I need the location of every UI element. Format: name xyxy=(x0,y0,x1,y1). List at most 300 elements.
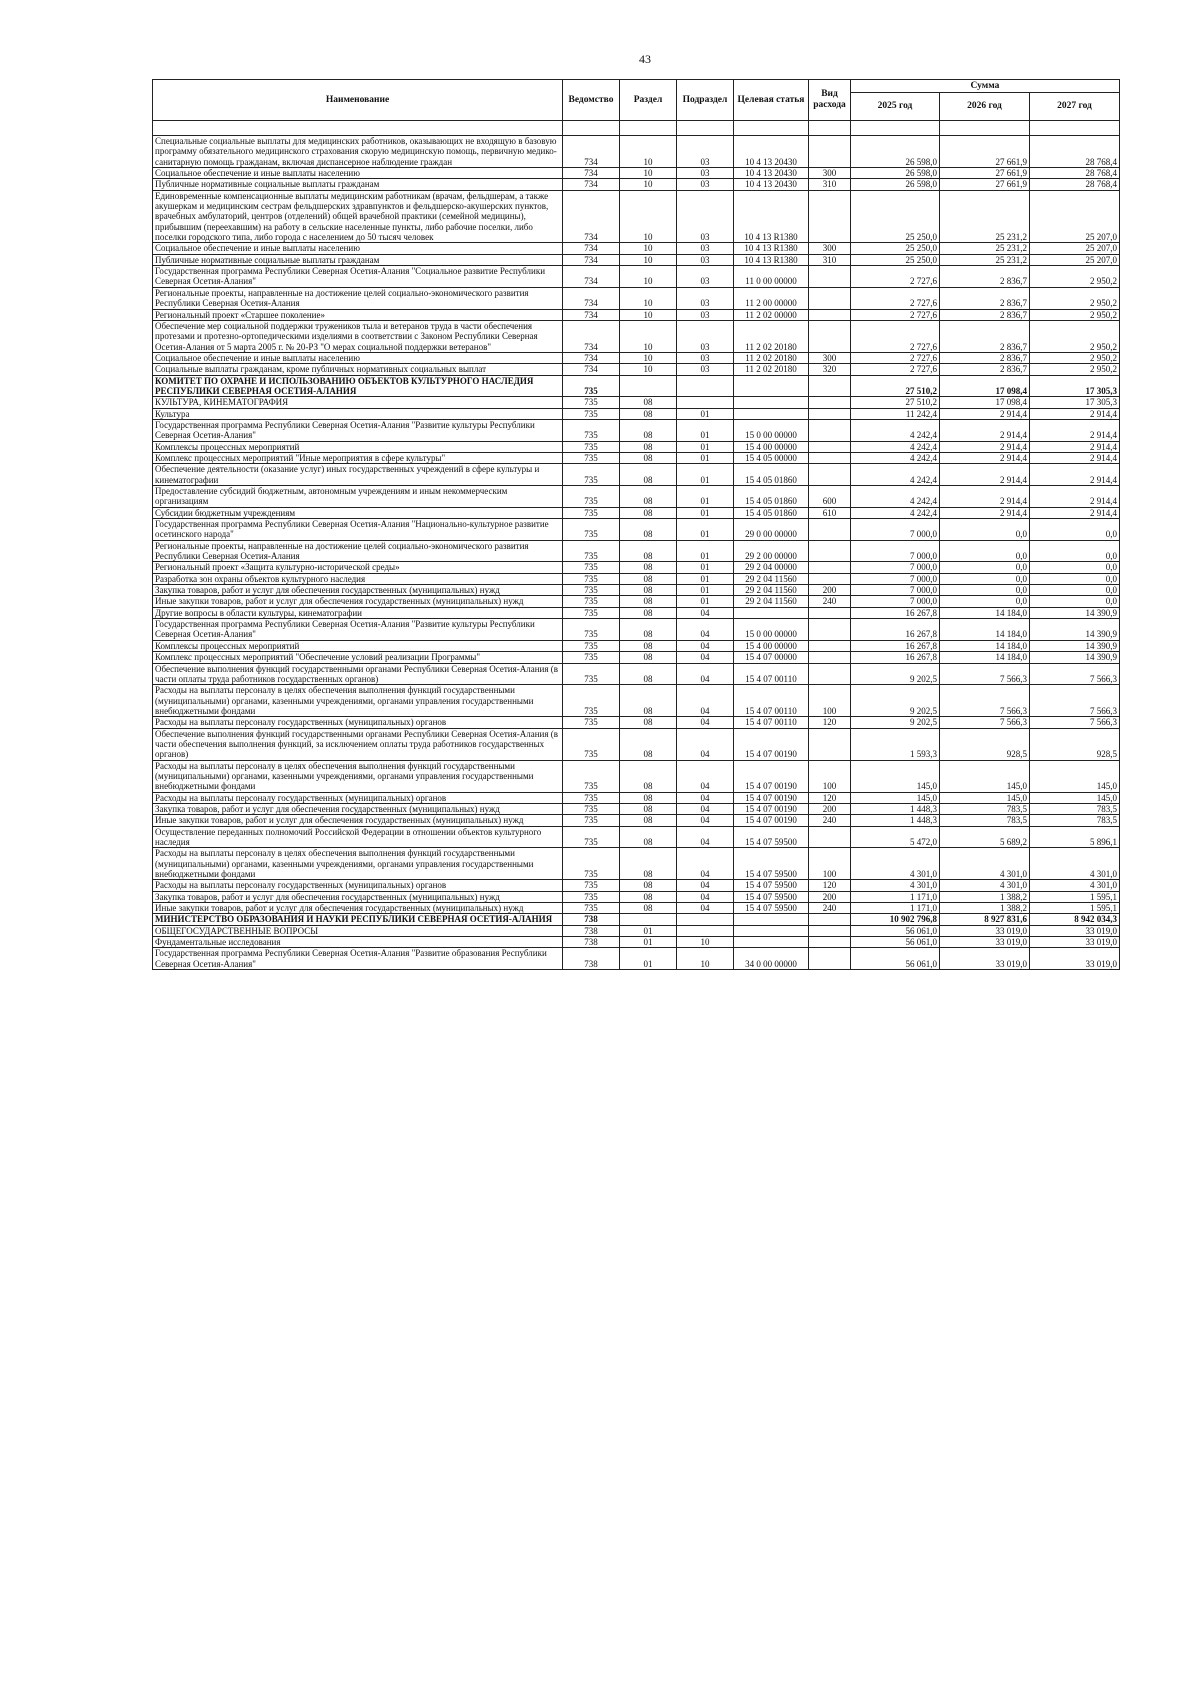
table-row xyxy=(153,179,1120,190)
row-2027-cell: 14 390,9 xyxy=(1030,640,1120,651)
row-type-cell xyxy=(809,540,851,562)
row-2026-cell: 4 301,0 xyxy=(940,880,1030,891)
row-name-cell: Закупка товаров, работ и услуг для обеспечения государственных (муниципальных) нужд xyxy=(153,803,563,814)
row-target-cell xyxy=(734,375,809,397)
row-2025-cell: 1 593,3 xyxy=(851,728,940,760)
row-subsection-cell: 01 xyxy=(677,452,734,463)
row-2025-cell: 1 448,3 xyxy=(851,803,940,814)
row-target-cell: 15 4 05 01860 xyxy=(734,507,809,518)
row-2027-cell: 0,0 xyxy=(1030,585,1120,596)
table-row xyxy=(153,352,1120,363)
row-2025-cell: 4 301,0 xyxy=(851,848,940,880)
row-target-cell: 15 0 00 00000 xyxy=(734,419,809,441)
row-section-cell: 08 xyxy=(620,792,677,803)
row-2026-cell: 2 836,7 xyxy=(940,287,1030,309)
row-type-cell xyxy=(809,937,851,948)
row-target-cell: 15 4 07 00000 xyxy=(734,652,809,663)
row-2026-cell: 8 927 831,6 xyxy=(940,914,1030,925)
row-type-cell xyxy=(809,663,851,685)
row-subsection-cell: 01 xyxy=(677,573,734,584)
row-2025-cell: 25 250,0 xyxy=(851,254,940,265)
row-target-cell xyxy=(734,408,809,419)
row-type-cell: 120 xyxy=(809,880,851,891)
row-2025-cell: 16 267,8 xyxy=(851,607,940,618)
row-section-cell: 08 xyxy=(620,619,677,641)
row-dept-cell: 735 xyxy=(563,663,620,685)
row-section-cell: 01 xyxy=(620,925,677,936)
row-2027-cell: 1 595,1 xyxy=(1030,891,1120,902)
row-2026-cell: 14 184,0 xyxy=(940,652,1030,663)
row-section-cell: 08 xyxy=(620,573,677,584)
table-row xyxy=(153,880,1120,891)
row-name-cell: Публичные нормативные социальные выплаты гражданам xyxy=(153,254,563,265)
row-target-cell: 15 4 07 59500 xyxy=(734,848,809,880)
row-subsection-cell: 04 xyxy=(677,803,734,814)
row-name-cell: Иные закупки товаров, работ и услуг для обеспечения государственных (муниципальных) нужд xyxy=(153,815,563,826)
row-2027-cell: 1 595,1 xyxy=(1030,903,1120,914)
row-type-cell xyxy=(809,607,851,618)
row-section-cell: 08 xyxy=(620,717,677,728)
row-2026-cell: 0,0 xyxy=(940,585,1030,596)
table-row xyxy=(153,607,1120,618)
row-2025-cell: 2 727,6 xyxy=(851,364,940,375)
row-dept-cell: 735 xyxy=(563,792,620,803)
row-2025-cell: 27 510,2 xyxy=(851,375,940,397)
row-target-cell xyxy=(734,925,809,936)
row-type-cell xyxy=(809,452,851,463)
row-2025-cell: 7 000,0 xyxy=(851,573,940,584)
row-section-cell: 08 xyxy=(620,640,677,651)
row-2027-cell: 0,0 xyxy=(1030,562,1120,573)
row-2025-cell: 145,0 xyxy=(851,760,940,792)
row-subsection-cell: 03 xyxy=(677,266,734,288)
row-type-cell: 610 xyxy=(809,507,851,518)
row-name-cell: Обеспечение мер социальной поддержки тружеников тыла и ветеранов труда в части обеспечения протезами и протезно-ортопедическими изделиями в соответствии с Законом Республики Северная Осетия-Алания от 5 марта 2005 г. № 20-РЗ "О мерах социальной поддержки ветеранов" xyxy=(153,320,563,352)
header-sum: Сумма xyxy=(851,80,1120,93)
row-2027-cell: 28 768,4 xyxy=(1030,136,1120,168)
table-row xyxy=(153,948,1120,970)
row-dept-cell: 738 xyxy=(563,925,620,936)
row-target-cell: 29 2 04 00000 xyxy=(734,562,809,573)
row-target-cell: 15 4 07 59500 xyxy=(734,891,809,902)
row-subsection-cell: 01 xyxy=(677,540,734,562)
row-section-cell: 08 xyxy=(620,540,677,562)
row-target-cell: 15 4 07 59500 xyxy=(734,880,809,891)
table-body xyxy=(153,121,1120,970)
row-section-cell: 08 xyxy=(620,685,677,717)
header-subsection: Подраздел xyxy=(677,80,734,121)
row-name-cell: Другие вопросы в области культуры, кинематографии xyxy=(153,607,563,618)
row-type-cell xyxy=(809,136,851,168)
row-type-cell xyxy=(809,519,851,541)
row-2025-cell: 9 202,5 xyxy=(851,717,940,728)
row-target-cell: 10 4 13 20430 xyxy=(734,136,809,168)
table-row xyxy=(153,452,1120,463)
row-2025-cell: 4 242,4 xyxy=(851,486,940,508)
row-section-cell: 10 xyxy=(620,266,677,288)
row-2026-cell: 2 914,4 xyxy=(940,452,1030,463)
table-row xyxy=(153,891,1120,902)
row-target-cell: 15 4 07 00190 xyxy=(734,803,809,814)
row-2025-cell: 4 242,4 xyxy=(851,441,940,452)
row-subsection-cell xyxy=(677,397,734,408)
row-type-cell xyxy=(809,562,851,573)
table-row xyxy=(153,792,1120,803)
row-name-cell: Фундаментальные исследования xyxy=(153,937,563,948)
row-name-cell: Расходы на выплаты персоналу государственных (муниципальных) органов xyxy=(153,880,563,891)
row-type-cell xyxy=(809,914,851,925)
table-row xyxy=(153,663,1120,685)
row-target-cell: 11 0 00 00000 xyxy=(734,266,809,288)
row-type-cell: 200 xyxy=(809,891,851,902)
row-type-cell: 240 xyxy=(809,903,851,914)
row-2026-cell: 2 914,4 xyxy=(940,507,1030,518)
row-subsection-cell: 01 xyxy=(677,507,734,518)
row-dept-cell: 735 xyxy=(563,408,620,419)
table-row xyxy=(153,573,1120,584)
row-subsection-cell: 01 xyxy=(677,464,734,486)
row-name-cell: Иные закупки товаров, работ и услуг для обеспечения государственных (муниципальных) нужд xyxy=(153,903,563,914)
row-dept-cell: 735 xyxy=(563,640,620,651)
row-2026-cell: 2 914,4 xyxy=(940,441,1030,452)
row-name-cell: Региональные проекты, направленные на достижение целей социально-экономического развития Республики Северная Осетия-Алания xyxy=(153,287,563,309)
table-row xyxy=(153,243,1120,254)
row-2027-cell: 2 950,2 xyxy=(1030,320,1120,352)
row-subsection-cell: 04 xyxy=(677,815,734,826)
row-2025-cell: 25 250,0 xyxy=(851,243,940,254)
table-row xyxy=(153,136,1120,168)
row-subsection-cell: 04 xyxy=(677,640,734,651)
row-section-cell: 08 xyxy=(620,815,677,826)
row-subsection-cell: 01 xyxy=(677,408,734,419)
header-target: Целевая статья xyxy=(734,80,809,121)
row-subsection-cell: 04 xyxy=(677,717,734,728)
row-dept-cell: 735 xyxy=(563,375,620,397)
row-name-cell: Социальное обеспечение и иные выплаты населению xyxy=(153,168,563,179)
row-dept-cell: 734 xyxy=(563,364,620,375)
table-row xyxy=(153,925,1120,936)
row-target-cell xyxy=(734,397,809,408)
row-name-cell: Закупка товаров, работ и услуг для обеспечения государственных (муниципальных) нужд xyxy=(153,585,563,596)
table-row xyxy=(153,848,1120,880)
row-target-cell: 15 4 07 00110 xyxy=(734,717,809,728)
row-2027-cell: 2 950,2 xyxy=(1030,287,1120,309)
table-row xyxy=(153,562,1120,573)
row-subsection-cell: 04 xyxy=(677,792,734,803)
row-section-cell: 10 xyxy=(620,243,677,254)
row-subsection-cell: 04 xyxy=(677,685,734,717)
row-subsection-cell: 03 xyxy=(677,190,734,243)
row-2027-cell: 33 019,0 xyxy=(1030,948,1120,970)
row-2026-cell: 928,5 xyxy=(940,728,1030,760)
row-dept-cell: 735 xyxy=(563,891,620,902)
row-2025-cell: 9 202,5 xyxy=(851,685,940,717)
row-name-cell: Расходы на выплаты персоналу государственных (муниципальных) органов xyxy=(153,792,563,803)
row-dept-cell: 735 xyxy=(563,540,620,562)
row-target-cell: 11 2 02 20180 xyxy=(734,352,809,363)
row-2025-cell: 1 171,0 xyxy=(851,891,940,902)
row-target-cell: 29 2 04 11560 xyxy=(734,596,809,607)
table-row xyxy=(153,815,1120,826)
row-type-cell xyxy=(809,266,851,288)
row-section-cell: 08 xyxy=(620,507,677,518)
row-2025-cell: 5 472,0 xyxy=(851,826,940,848)
row-subsection-cell: 04 xyxy=(677,848,734,880)
row-2027-cell: 2 914,4 xyxy=(1030,452,1120,463)
row-section-cell: 08 xyxy=(620,562,677,573)
row-name-cell: Субсидии бюджетным учреждениям xyxy=(153,507,563,518)
row-target-cell: 15 4 07 00190 xyxy=(734,728,809,760)
row-subsection-cell: 04 xyxy=(677,903,734,914)
row-2026-cell: 2 914,4 xyxy=(940,486,1030,508)
row-target-cell: 29 2 00 00000 xyxy=(734,540,809,562)
row-subsection-cell: 04 xyxy=(677,663,734,685)
row-section-cell: 08 xyxy=(620,441,677,452)
row-subsection-cell: 04 xyxy=(677,880,734,891)
row-type-cell: 100 xyxy=(809,848,851,880)
row-section-cell: 08 xyxy=(620,803,677,814)
row-2025-cell: 27 510,2 xyxy=(851,397,940,408)
row-type-cell: 320 xyxy=(809,364,851,375)
row-type-cell: 300 xyxy=(809,352,851,363)
row-type-cell xyxy=(809,375,851,397)
row-name-cell: Иные закупки товаров, работ и услуг для обеспечения государственных (муниципальных) нужд xyxy=(153,596,563,607)
row-type-cell xyxy=(809,573,851,584)
row-2027-cell: 2 914,4 xyxy=(1030,486,1120,508)
row-dept-cell: 735 xyxy=(563,519,620,541)
row-2025-cell: 56 061,0 xyxy=(851,948,940,970)
row-2026-cell: 0,0 xyxy=(940,562,1030,573)
row-target-cell: 10 4 13 20430 xyxy=(734,168,809,179)
row-section-cell: 08 xyxy=(620,408,677,419)
row-2027-cell: 2 950,2 xyxy=(1030,309,1120,320)
row-2026-cell: 783,5 xyxy=(940,815,1030,826)
row-target-cell xyxy=(734,937,809,948)
table-row xyxy=(153,717,1120,728)
row-dept-cell: 738 xyxy=(563,948,620,970)
row-target-cell: 15 4 07 00110 xyxy=(734,663,809,685)
row-subsection-cell: 04 xyxy=(677,826,734,848)
row-type-cell xyxy=(809,320,851,352)
row-2027-cell: 2 914,4 xyxy=(1030,441,1120,452)
row-target-cell: 15 4 05 01860 xyxy=(734,464,809,486)
row-2026-cell: 7 566,3 xyxy=(940,685,1030,717)
row-2026-cell: 2 836,7 xyxy=(940,364,1030,375)
row-2026-cell: 145,0 xyxy=(940,760,1030,792)
row-name-cell: Единовременные компенсационные выплаты медицинским работникам (врачам, фельдшерам, а также акушеркам и медицинским сестрам фельдшерских здравпунктов и фельдшерско-акушерских пунктов, врачебных амбулаторий, центров (отделений) общей врачебной практики (семейной медицины), прибывшим (переехавшим) на работу в сельские населенные пункты, либо рабочие поселки, либо поселки городского типа, либо города с населением до 50 тысяч человек xyxy=(153,190,563,243)
row-type-cell xyxy=(809,287,851,309)
row-dept-cell: 735 xyxy=(563,573,620,584)
row-2027-cell: 2 914,4 xyxy=(1030,464,1120,486)
row-section-cell: 08 xyxy=(620,585,677,596)
table-row xyxy=(153,486,1120,508)
row-section-cell: 08 xyxy=(620,760,677,792)
row-type-cell: 300 xyxy=(809,243,851,254)
row-dept-cell: 735 xyxy=(563,826,620,848)
row-type-cell xyxy=(809,728,851,760)
row-section-cell: 08 xyxy=(620,419,677,441)
row-subsection-cell: 04 xyxy=(677,607,734,618)
row-name-cell: Региональные проекты, направленные на достижение целей социально-экономического развития Республики Северная Осетия-Алания xyxy=(153,540,563,562)
row-dept-cell: 735 xyxy=(563,815,620,826)
table-row xyxy=(153,685,1120,717)
header-section: Раздел xyxy=(620,80,677,121)
row-dept-cell: 735 xyxy=(563,452,620,463)
row-2027-cell: 17 305,3 xyxy=(1030,375,1120,397)
row-2027-cell: 14 390,9 xyxy=(1030,607,1120,618)
row-subsection-cell xyxy=(677,375,734,397)
row-type-cell: 120 xyxy=(809,717,851,728)
row-section-cell: 08 xyxy=(620,607,677,618)
row-subsection-cell: 03 xyxy=(677,309,734,320)
row-2027-cell: 25 207,0 xyxy=(1030,243,1120,254)
row-dept-cell: 734 xyxy=(563,168,620,179)
row-section-cell: 08 xyxy=(620,663,677,685)
row-section-cell: 08 xyxy=(620,652,677,663)
row-section-cell: 10 xyxy=(620,309,677,320)
row-name-cell: Расходы на выплаты персоналу в целях обеспечения выполнения функций государственными (муниципальными) органами, казенными учреждениями, органами управления государственными внебюджетными фондами xyxy=(153,848,563,880)
row-target-cell: 15 4 05 00000 xyxy=(734,452,809,463)
row-2027-cell: 25 207,0 xyxy=(1030,190,1120,243)
table-header xyxy=(153,80,1120,121)
row-target-cell: 15 4 07 00110 xyxy=(734,685,809,717)
row-2026-cell: 4 301,0 xyxy=(940,848,1030,880)
row-name-cell: Обеспечение выполнения функций государственными органами Республики Северная Осетия-Алания (в части оплаты труда работников государственных органов) xyxy=(153,663,563,685)
row-type-cell: 120 xyxy=(809,792,851,803)
row-type-cell: 200 xyxy=(809,585,851,596)
row-name-cell: Государственная программа Республики Северная Осетия-Алания "Социальное развитие Республики Северная Осетия-Алания" xyxy=(153,266,563,288)
row-2025-cell: 2 727,6 xyxy=(851,320,940,352)
row-type-cell: 240 xyxy=(809,815,851,826)
row-2025-cell: 11 242,4 xyxy=(851,408,940,419)
row-2027-cell: 28 768,4 xyxy=(1030,168,1120,179)
row-2026-cell: 14 184,0 xyxy=(940,619,1030,641)
row-dept-cell: 735 xyxy=(563,717,620,728)
row-type-cell xyxy=(809,408,851,419)
row-2027-cell: 145,0 xyxy=(1030,760,1120,792)
row-2026-cell: 33 019,0 xyxy=(940,925,1030,936)
row-section-cell: 10 xyxy=(620,179,677,190)
row-section-cell: 10 xyxy=(620,168,677,179)
row-dept-cell: 735 xyxy=(563,880,620,891)
row-2025-cell: 7 000,0 xyxy=(851,585,940,596)
row-subsection-cell: 03 xyxy=(677,136,734,168)
header-2026: 2026 год xyxy=(940,93,1030,121)
table-row xyxy=(153,903,1120,914)
row-target-cell xyxy=(734,914,809,925)
row-2025-cell: 145,0 xyxy=(851,792,940,803)
row-2025-cell: 26 598,0 xyxy=(851,136,940,168)
row-2026-cell: 17 098,4 xyxy=(940,397,1030,408)
row-dept-cell: 734 xyxy=(563,309,620,320)
row-2027-cell: 8 942 034,3 xyxy=(1030,914,1120,925)
row-dept-cell: 735 xyxy=(563,903,620,914)
row-type-cell xyxy=(809,652,851,663)
row-type-cell xyxy=(809,190,851,243)
row-2027-cell: 7 566,3 xyxy=(1030,663,1120,685)
row-2027-cell: 33 019,0 xyxy=(1030,925,1120,936)
row-2027-cell: 783,5 xyxy=(1030,803,1120,814)
row-2027-cell: 0,0 xyxy=(1030,540,1120,562)
table-row xyxy=(153,254,1120,265)
row-name-cell: Обеспечение выполнения функций государственными органами Республики Северная Осетия-Алания (в части обеспечения выполнения функций, за исключением оплаты труда работников государственных органов) xyxy=(153,728,563,760)
row-target-cell xyxy=(734,607,809,618)
row-target-cell: 10 4 13 R1380 xyxy=(734,190,809,243)
row-type-cell: 300 xyxy=(809,168,851,179)
row-target-cell: 11 2 00 00000 xyxy=(734,287,809,309)
row-section-cell: 01 xyxy=(620,937,677,948)
row-2025-cell: 4 242,4 xyxy=(851,419,940,441)
row-target-cell: 29 0 00 00000 xyxy=(734,519,809,541)
row-2025-cell: 2 727,6 xyxy=(851,352,940,363)
row-target-cell: 15 4 07 59500 xyxy=(734,903,809,914)
row-type-cell xyxy=(809,826,851,848)
row-2027-cell: 33 019,0 xyxy=(1030,937,1120,948)
row-2027-cell: 2 950,2 xyxy=(1030,352,1120,363)
table-row xyxy=(153,190,1120,243)
row-dept-cell: 734 xyxy=(563,320,620,352)
row-target-cell: 15 4 00 00000 xyxy=(734,441,809,452)
row-2027-cell: 0,0 xyxy=(1030,519,1120,541)
row-2027-cell: 0,0 xyxy=(1030,596,1120,607)
row-2025-cell: 26 598,0 xyxy=(851,179,940,190)
row-2026-cell: 2 836,7 xyxy=(940,352,1030,363)
row-2025-cell: 2 727,6 xyxy=(851,287,940,309)
row-section-cell xyxy=(620,914,677,925)
row-subsection-cell: 04 xyxy=(677,728,734,760)
row-target-cell: 34 0 00 00000 xyxy=(734,948,809,970)
row-name-cell: Государственная программа Республики Северная Осетия-Алания "Развитие образования Республики Северная Осетия-Алания" xyxy=(153,948,563,970)
row-section-cell: 08 xyxy=(620,452,677,463)
row-2026-cell: 1 388,2 xyxy=(940,891,1030,902)
row-2025-cell: 7 000,0 xyxy=(851,519,940,541)
row-2025-cell: 2 727,6 xyxy=(851,309,940,320)
row-name-cell: Разработка зон охраны объектов культурного наследия xyxy=(153,573,563,584)
row-2026-cell: 145,0 xyxy=(940,792,1030,803)
row-name-cell: Расходы на выплаты персоналу государственных (муниципальных) органов xyxy=(153,717,563,728)
row-2025-cell: 1 171,0 xyxy=(851,903,940,914)
row-2025-cell: 2 727,6 xyxy=(851,266,940,288)
row-2026-cell: 17 098,4 xyxy=(940,375,1030,397)
page-number: 43 xyxy=(639,52,651,66)
row-name-cell: Социальные выплаты гражданам, кроме публичных нормативных социальных выплат xyxy=(153,364,563,375)
row-2026-cell: 33 019,0 xyxy=(940,948,1030,970)
table-row xyxy=(153,760,1120,792)
row-dept-cell: 734 xyxy=(563,190,620,243)
table-row xyxy=(153,585,1120,596)
row-2026-cell: 0,0 xyxy=(940,540,1030,562)
row-type-cell: 100 xyxy=(809,760,851,792)
row-name-cell: Комплексы процессных мероприятий xyxy=(153,441,563,452)
row-2025-cell: 4 242,4 xyxy=(851,464,940,486)
row-type-cell xyxy=(809,464,851,486)
header-2027: 2027 год xyxy=(1030,93,1120,121)
table-row xyxy=(153,464,1120,486)
row-2026-cell: 0,0 xyxy=(940,596,1030,607)
row-dept-cell: 735 xyxy=(563,464,620,486)
row-2026-cell: 27 661,9 xyxy=(940,168,1030,179)
row-target-cell: 15 4 00 00000 xyxy=(734,640,809,651)
table-row xyxy=(153,408,1120,419)
row-dept-cell: 735 xyxy=(563,607,620,618)
row-2025-cell: 4 301,0 xyxy=(851,880,940,891)
row-target-cell: 15 4 07 59500 xyxy=(734,826,809,848)
table-row xyxy=(153,914,1120,925)
row-2026-cell: 783,5 xyxy=(940,803,1030,814)
row-target-cell: 15 0 00 00000 xyxy=(734,619,809,641)
row-name-cell: Расходы на выплаты персоналу в целях обеспечения выполнения функций государственными (муниципальными) органами, казенными учреждениями, органами управления государственными внебюджетными фондами xyxy=(153,685,563,717)
row-section-cell: 08 xyxy=(620,880,677,891)
